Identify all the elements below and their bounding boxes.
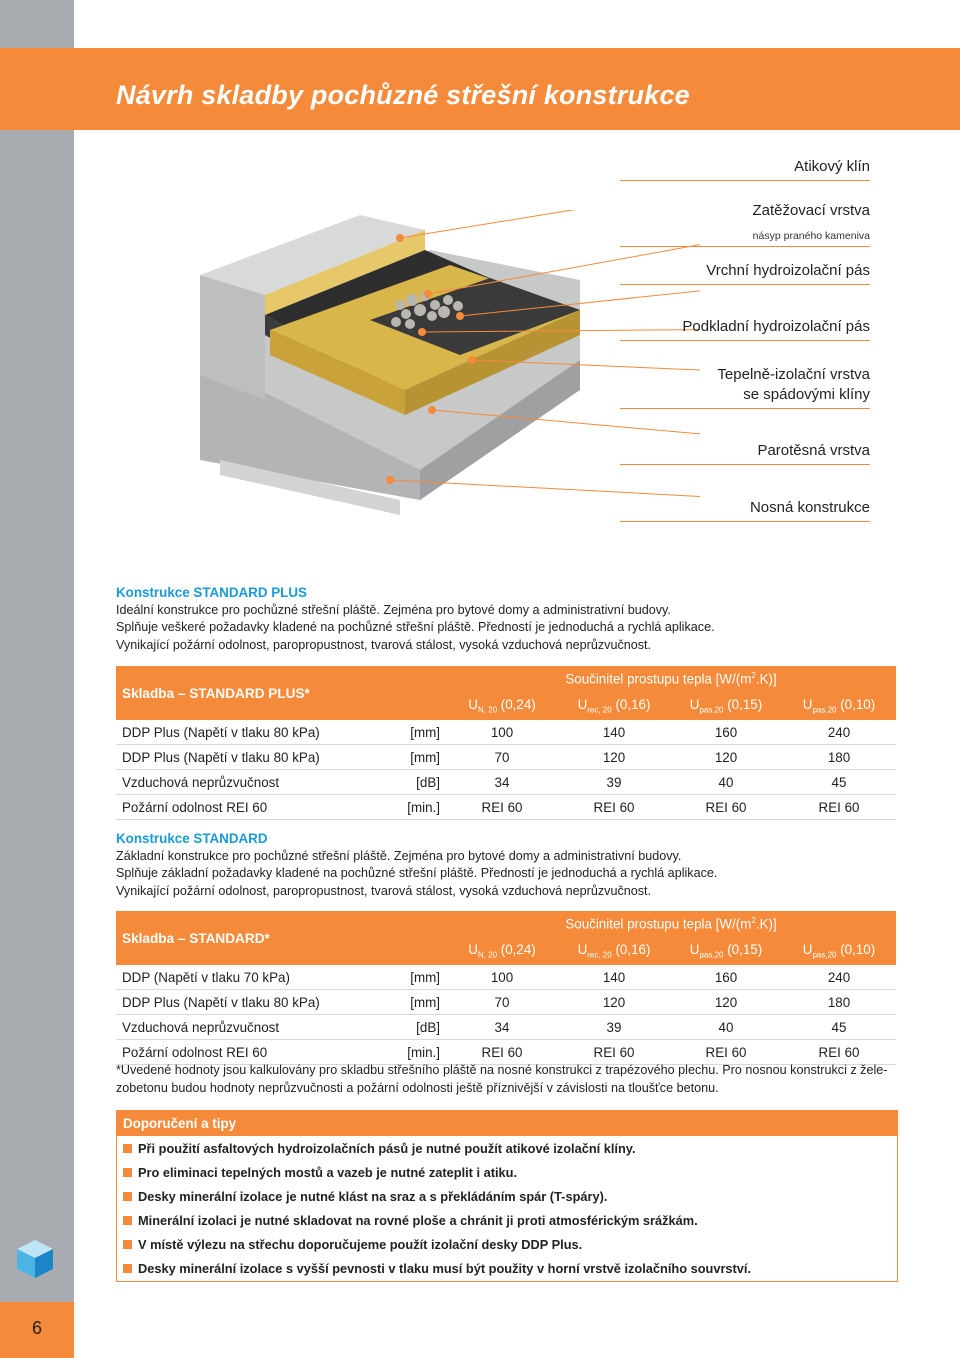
tips-title: Doporučení a tipy <box>117 1111 897 1136</box>
cell-value: REI 60 <box>782 795 896 820</box>
table-row <box>116 1040 896 1065</box>
row-label: Požární odolnost REI 60 <box>116 1040 366 1065</box>
section-standard-plus <box>116 584 715 654</box>
cell-value: 240 <box>782 720 896 745</box>
cell-value: 39 <box>558 1015 670 1040</box>
coef-header: Součinitel prostupu tepla $[W/(m^2.K)]$ <box>565 916 777 932</box>
row-label: DDP Plus (Napětí v tlaku 80 kPa) <box>116 745 366 770</box>
col-header: $U_{pas,20}$ (0,10) <box>802 942 876 960</box>
cell-value: 120 <box>558 745 670 770</box>
row-unit: [min.] <box>366 1040 446 1065</box>
col-header: $U_{pas,20}$ (0,10) <box>802 697 876 715</box>
label-rule <box>620 464 870 465</box>
cell-value: REI 60 <box>446 795 558 820</box>
tip-item: Desky minerální izolace je nutné klást na sraz a s překládáním spár (T-spáry). <box>123 1189 607 1204</box>
label-tepelna-izolace: Tepelně-izolační vrstva <box>717 366 870 383</box>
cell-value: REI 60 <box>670 1040 782 1065</box>
section-line: Vynikající požární odolnost, paropropustnost, tvarová stálost, vysoká vzduchová neprůzvučnost. <box>116 637 652 652</box>
section-line: Splňuje základní požadavky kladené na pochůzné střešní pláště. Předností je jednoduchá a rychlá aplikace. <box>116 866 718 881</box>
label-rule <box>620 180 870 181</box>
cell-value: 34 <box>446 770 558 795</box>
label-rule <box>620 284 870 285</box>
cell-value: REI 60 <box>446 1040 558 1065</box>
row-unit: [mm] <box>366 720 446 745</box>
tip-item: Minerální izolaci je nutné skladovat na rovné ploše a chránit ji proti atmosférickým srážkám. <box>123 1213 698 1228</box>
cell-value: REI 60 <box>558 1040 670 1065</box>
table-row <box>116 720 896 745</box>
cell-value: 100 <box>446 720 558 745</box>
cell-value: 70 <box>446 990 558 1015</box>
cell-value: 39 <box>558 770 670 795</box>
row-unit: [mm] <box>366 965 446 990</box>
col-header: $U_{rec, 20}$ (0,16) <box>577 697 651 715</box>
col-header: $U_{pas,20}$ (0,15) <box>689 942 763 960</box>
label-tepelna-izolace-2: se spádovými klíny <box>743 386 870 403</box>
table-title: Skladba – STANDARD* <box>122 930 270 946</box>
label-atikovy-klin: Atikový klín <box>794 158 870 175</box>
row-unit: [mm] <box>366 745 446 770</box>
bullet-square-icon <box>123 1240 132 1249</box>
cell-value: REI 60 <box>782 1040 896 1065</box>
cell-value: 160 <box>670 720 782 745</box>
label-zatezovaci-vrstva: Zatěžovací vrstva <box>752 202 870 219</box>
cell-value: 180 <box>782 990 896 1015</box>
page-number: 6 <box>0 1302 74 1358</box>
table-header-row <box>116 666 896 692</box>
row-unit: [dB] <box>366 1015 446 1040</box>
section-line: Ideální konstrukce pro pochůzné střešní pláště. Zejména pro bytové domy a administrativní budovy. <box>116 602 671 617</box>
table-title: Skladba – STANDARD PLUS* <box>122 685 310 701</box>
col-header: $U_{N, 20}$ (0,24) <box>468 942 536 960</box>
table-header-row <box>116 911 896 937</box>
row-label: Vzduchová neprůzvučnost <box>116 1015 366 1040</box>
row-unit: [dB] <box>366 770 446 795</box>
cell-value: REI 60 <box>558 795 670 820</box>
table-row <box>116 990 896 1015</box>
cell-value: 45 <box>782 1015 896 1040</box>
label-rule <box>620 246 870 247</box>
tip-item: Pro eliminaci tepelných mostů a vazeb je nutné zateplit i atiku. <box>123 1165 517 1180</box>
tip-item: Desky minerální izolace s vyšší pevnosti v tlaku musí být použity v horní vrstvě izolačního souvrství. <box>123 1261 751 1276</box>
table-standard-plus <box>116 666 896 820</box>
cell-value: 70 <box>446 745 558 770</box>
footnote <box>116 1062 901 1097</box>
sidebar-top <box>0 0 74 48</box>
label-rule <box>620 521 870 522</box>
cell-value: 180 <box>782 745 896 770</box>
section-standard <box>116 830 717 900</box>
label-rule <box>620 408 870 409</box>
section-title: Konstrukce STANDARD <box>116 831 268 846</box>
table-row <box>116 795 896 820</box>
cell-value: 160 <box>670 965 782 990</box>
tip-item: Při použití asfaltových hydroizolačních pásů je nutné použít atikové izolační klíny. <box>123 1141 636 1156</box>
bullet-square-icon <box>123 1264 132 1273</box>
cell-value: 40 <box>670 770 782 795</box>
coef-header: Součinitel prostupu tepla $[W/(m^2.K)]$ <box>565 671 777 687</box>
footnote-line: *Uvedené hodnoty jsou kalkulovány pro skladbu střešního pláště na nosné konstrukci z trapézového plechu. Pro nosnou konstrukci z želе- <box>116 1063 888 1077</box>
row-unit: [min.] <box>366 795 446 820</box>
cell-value: 140 <box>558 965 670 990</box>
bullet-square-icon <box>123 1168 132 1177</box>
bullet-square-icon <box>123 1192 132 1201</box>
col-header: $U_{N, 20}$ (0,24) <box>468 697 536 715</box>
cell-value: 40 <box>670 1015 782 1040</box>
tips-box <box>116 1110 898 1282</box>
cell-value: 120 <box>558 990 670 1015</box>
label-vrchni-pas: Vrchní hydroizolační pás <box>706 262 870 279</box>
row-label: DDP (Napětí v tlaku 70 kPa) <box>116 965 366 990</box>
section-line: Splňuje veškeré požadavky kladené na pochůzné střešní pláště. Předností je jednoduchá a rychlá aplikace. <box>116 620 715 635</box>
label-nosna-konstrukce: Nosná konstrukce <box>749 499 870 516</box>
label-podkladni-pas: Podkladní hydroizolační pás <box>682 318 870 335</box>
footnote-line: zobetonu budou hodnoty neprůzvučnosti a požární odolnosti ještě příznivější v závislosti na tloušťce betonu. <box>116 1080 719 1095</box>
table-row <box>116 1015 896 1040</box>
row-label: DDP Plus (Napětí v tlaku 80 kPa) <box>116 990 366 1015</box>
table-row <box>116 770 896 795</box>
row-label: Požární odolnost REI 60 <box>116 795 366 820</box>
row-label: DDP Plus (Napětí v tlaku 80 kPa) <box>116 720 366 745</box>
cell-value: 120 <box>670 990 782 1015</box>
label-parotesna-vrstva: Parotěsná vrstva <box>757 442 870 459</box>
page-title: Návrh skladby pochůzné střešní konstrukce <box>116 80 690 110</box>
cell-value: 45 <box>782 770 896 795</box>
table-standard <box>116 911 896 1065</box>
section-title: Konstrukce STANDARD PLUS <box>116 585 307 600</box>
table-row <box>116 745 896 770</box>
cell-value: 120 <box>670 745 782 770</box>
cell-value: 34 <box>446 1015 558 1040</box>
col-header: $U_{pas,20}$ (0,15) <box>689 697 763 715</box>
roof-illustration <box>160 210 700 530</box>
cube-icon <box>15 1238 55 1280</box>
label-zatezovaci-sub: násyp praného kameniva <box>752 230 870 242</box>
row-unit: [mm] <box>366 990 446 1015</box>
cell-value: REI 60 <box>670 795 782 820</box>
tip-item: V místě výlezu na střechu doporučujeme použít izolační desky DDP Plus. <box>123 1237 582 1252</box>
cell-value: 140 <box>558 720 670 745</box>
col-header: $U_{rec, 20}$ (0,16) <box>577 942 651 960</box>
table-row <box>116 965 896 990</box>
sidebar <box>0 130 74 1358</box>
cell-value: 100 <box>446 965 558 990</box>
row-label: Vzduchová neprůzvučnost <box>116 770 366 795</box>
label-rule <box>620 340 870 341</box>
cell-value: 240 <box>782 965 896 990</box>
bullet-square-icon <box>123 1144 132 1153</box>
section-line: Vynikající požární odolnost, paropropustnost, tvarová stálost, vysoká vzduchová neprůzvučnost. <box>116 883 652 898</box>
bullet-square-icon <box>123 1216 132 1225</box>
section-line: Základní konstrukce pro pochůzné střešní pláště. Zejména pro bytové domy a administrativní budovy. <box>116 848 682 863</box>
